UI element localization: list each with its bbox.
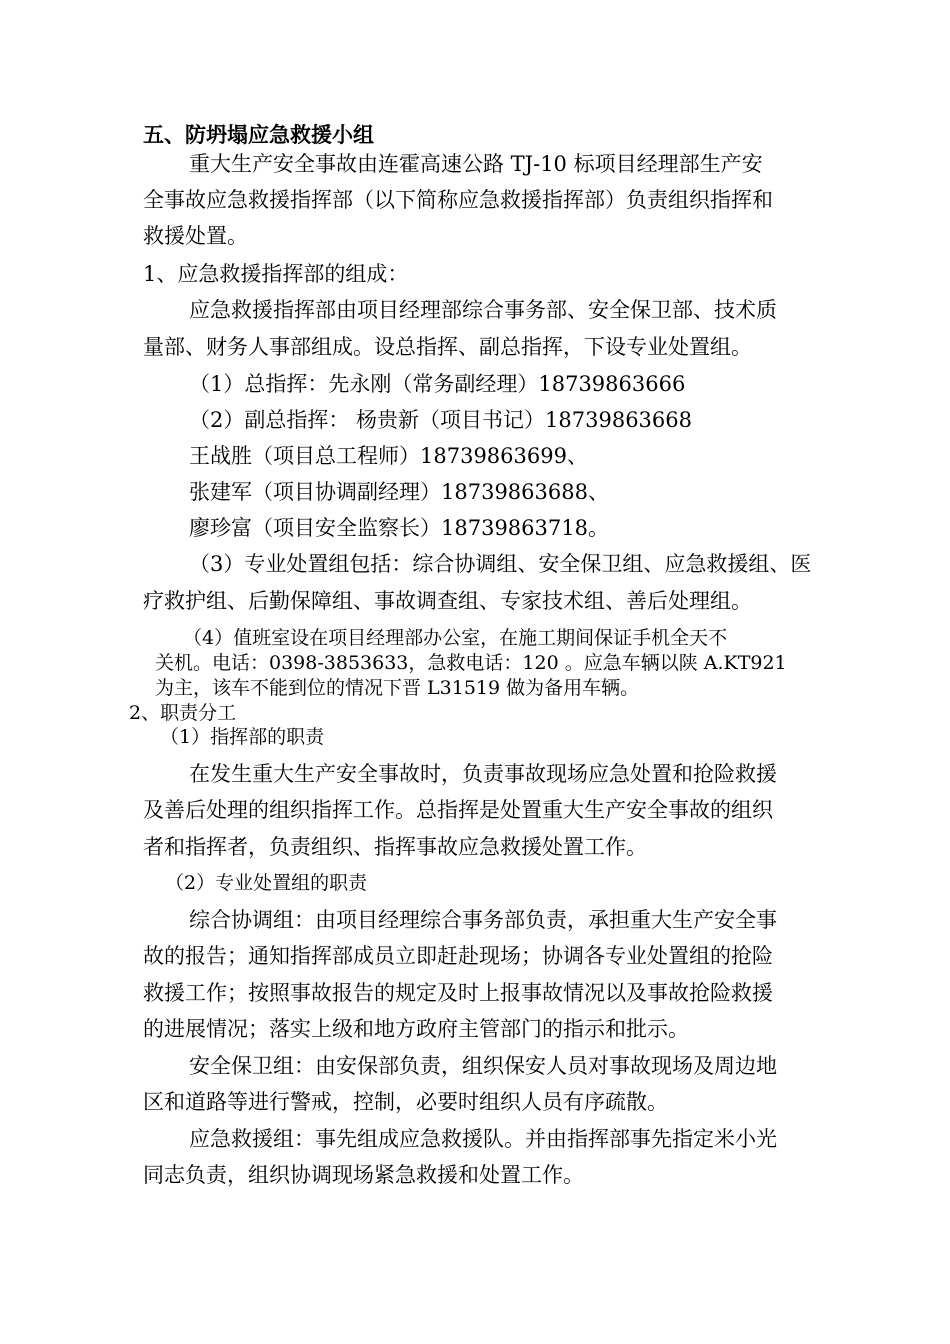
paragraph-line: 疗救护组、后勤保障组、事故调查组、专家技术组、善后处理组。 xyxy=(143,589,752,613)
paragraph-line: 应急救援指挥部由项目经理部综合事务部、安全保卫部、技术质 xyxy=(189,298,777,322)
paragraph-line: 故的报告；通知指挥部成员立即赶赴现场；协调各专业处置组的抢险 xyxy=(143,944,773,968)
paragraph-line: 为主，该车不能到位的情况下晋 L31519 做为备用车辆。 xyxy=(155,677,640,699)
paragraph-line: 者和指挥者，负责组织、指挥事故应急救援处置工作。 xyxy=(143,835,647,859)
paragraph-line: 救援处置。 xyxy=(143,224,248,248)
paragraph-line: 救援工作；按照事故报告的规定及时上报事故情况以及事故抢险救援 xyxy=(143,981,773,1005)
paragraph-line: 重大生产安全事故由连霍高速公路 TJ-10 标项目经理部生产安 xyxy=(189,152,763,176)
contact-line: （2）副总指挥： 杨贵新（项目书记）18739863668 xyxy=(189,408,693,432)
contact-line: （1）总指挥：先永刚（常务副经理）18739863666 xyxy=(189,372,686,396)
contact-line: 王战胜（项目总工程师）18739863699、 xyxy=(189,444,588,468)
paragraph-line: 区和道路等进行警戒，控制，必要时组织人员有序疏散。 xyxy=(143,1090,668,1114)
paragraph-line: 同志负责，组织协调现场紧急救援和处置工作。 xyxy=(143,1163,584,1187)
subsection-heading: 1、应急救援指挥部的组成： xyxy=(143,262,409,286)
paragraph-line: 在发生重大生产安全事故时，负责事故现场应急处置和抢险救援 xyxy=(189,762,777,786)
paragraph-line: 安全保卫组：由安保部负责，组织保安人员对事故现场及周边地 xyxy=(189,1054,777,1078)
paragraph-line: （4）值班室设在项目经理部办公室，在施工期间保证手机全天不 xyxy=(183,627,728,649)
subsection-heading: 2、职责分工 xyxy=(129,702,237,724)
paragraph-line: 的进展情况；落实上级和地方政府主管部门的指示和批示。 xyxy=(143,1017,689,1041)
subsection-heading: （2）专业处置组的职责 xyxy=(165,872,368,894)
contact-line: 张建军（项目协调副经理）18739863688、 xyxy=(189,480,609,504)
subsection-heading: （1）指挥部的职责 xyxy=(160,726,325,748)
paragraph-line: 应急救援组：事先组成应急救援队。并由指挥部事先指定米小光 xyxy=(189,1127,777,1151)
paragraph-line: 关机。电话：0398-3853633，急救电话：120 。应急车辆以陕 A.KT921 xyxy=(155,652,787,674)
paragraph-line: （3）专业处置组包括：综合协调组、安全保卫组、应急救援组、医 xyxy=(189,552,812,576)
paragraph-line: 综合协调组：由项目经理综合事务部负责，承担重大生产安全事 xyxy=(189,908,777,932)
contact-line: 廖珍富（项目安全监察长）18739863718。 xyxy=(189,516,609,540)
paragraph-line: 全事故应急救援指挥部（以下简称应急救援指挥部）负责组织指挥和 xyxy=(143,188,773,212)
section-title: 五、防坍塌应急救援小组 xyxy=(143,123,374,147)
paragraph-line: 及善后处理的组织指挥工作。总指挥是处置重大生产安全事故的组织 xyxy=(143,798,773,822)
paragraph-line: 量部、财务人事部组成。设总指挥、副总指挥，下设专业处置组。 xyxy=(143,335,752,359)
